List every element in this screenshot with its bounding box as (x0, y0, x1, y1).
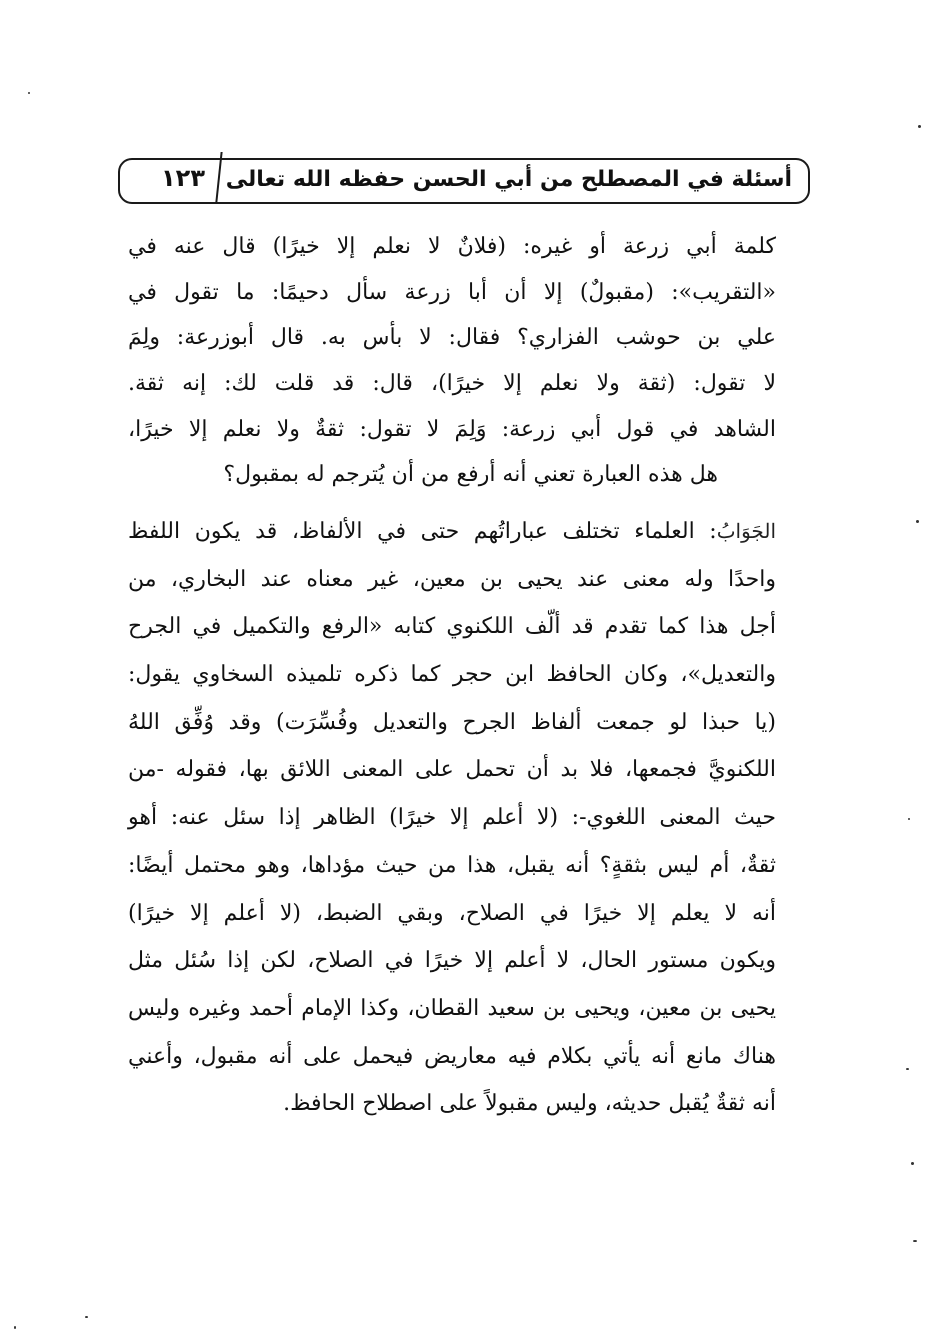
answer-line: والتعديل»، وكان الحافظ ابن حجر كما ذكره تلميذه السخاوي يقول: (128, 662, 776, 688)
scan-speck (906, 1068, 909, 1070)
scan-speck (918, 125, 921, 128)
scan-speck (14, 1326, 16, 1329)
question-line-text: هل هذه العبارة تعني أنه أرفع من أن يُترجم له بمقبول؟ (223, 462, 718, 488)
scan-speck (913, 1240, 917, 1242)
scan-speck (85, 1316, 88, 1318)
answer-line: اللكنويَّ فجمعها، فلا بد أن تحمل على المعنى اللائق بها، فقوله -من (128, 757, 776, 783)
answer-line: أجل هذا كما تقدم قد ألّف اللكنوي كتابه «الرفع والتكميل في الجرح (128, 614, 776, 640)
question-paragraph (128, 224, 776, 498)
answer-line: أنه ثقةٌ يُقبل حديثه، وليس مقبولاً على اصطلاح الحافظ. (283, 1091, 776, 1117)
answer-paragraph (128, 508, 776, 1128)
question-line: لا تقول: (ثقة ولا نعلم إلا خيرًا)، قال: قد قلت لك: إنه ثقة. (128, 371, 776, 397)
answer-label: الجَوَابُ (716, 519, 776, 543)
scan-speck (908, 818, 910, 820)
answer-line: حيث المعنى اللغوي-: (لا أعلم إلا خيرًا) الظاهر إذا سئل عنه: أهو (128, 805, 776, 831)
answer-line: ويكون مستور الحال، لا أعلم إلا خيرًا في الصلاح، لكن إذا سُئل مثل (128, 948, 776, 974)
answer-line: أنه لا يعلم إلا خيرًا في الصلاح، وبقي الضبط، (لا أعلم إلا خيرًا) (128, 900, 776, 926)
scan-speck (28, 92, 30, 94)
scan-speck (911, 1162, 914, 1165)
answer-line: (يا حبذا لو جمعت ألفاظ الجرح والتعديل وفُسِّرَت) وقد وُفِّق اللهُ (128, 709, 776, 735)
question-line (128, 452, 776, 498)
page-number: ١٢٣ (161, 164, 205, 192)
running-header-title: أسئلة في المصطلح من أبي الحسن حفظه الله تعالى (225, 167, 792, 192)
question-line: كلمة أبي زرعة أو غيره: (فلانٌ لا نعلم إلا خيرًا) قال عنه في (128, 234, 776, 259)
answer-line (128, 508, 776, 556)
answer-line-text: : العلماء تختلف عباراتُهم حتى في الألفاظ، قد يكون اللفظ (128, 519, 717, 544)
scan-speck (916, 520, 919, 523)
question-line: الشاهد في قول أبي زرعة: وَلِمَ لا تقول: ثقةٌ ولا نعلم إلا خيرًا، (128, 416, 776, 442)
answer-line: هناك مانع أنه يأتي بكلام فيه معاريض فيحمل على أنه مقبول، وأعني (128, 1043, 776, 1069)
question-line: علي بن حوشب الفزاري؟ فقال: لا بأس به. قال أبوزرعة: ولِمَ (128, 325, 776, 351)
question-line: «التقريب»: (مقبولٌ) إلا أن أبا زرعة سأل دحيمًا: ما تقول في (128, 279, 776, 305)
answer-line: يحيى بن معين، ويحيى بن سعيد القطان، وكذا الإمام أحمد وغيره وليس (128, 995, 776, 1021)
answer-line: ثقةٌ، أم ليس بثقةٍ؟ أنه يقبل، هذا من حيث مؤداها، وهو محتمل أيضًا: (128, 852, 776, 878)
answer-line: واحدًا وله معنى عند يحيى بن معين، غير معناه عند البخاري، من (128, 566, 776, 592)
